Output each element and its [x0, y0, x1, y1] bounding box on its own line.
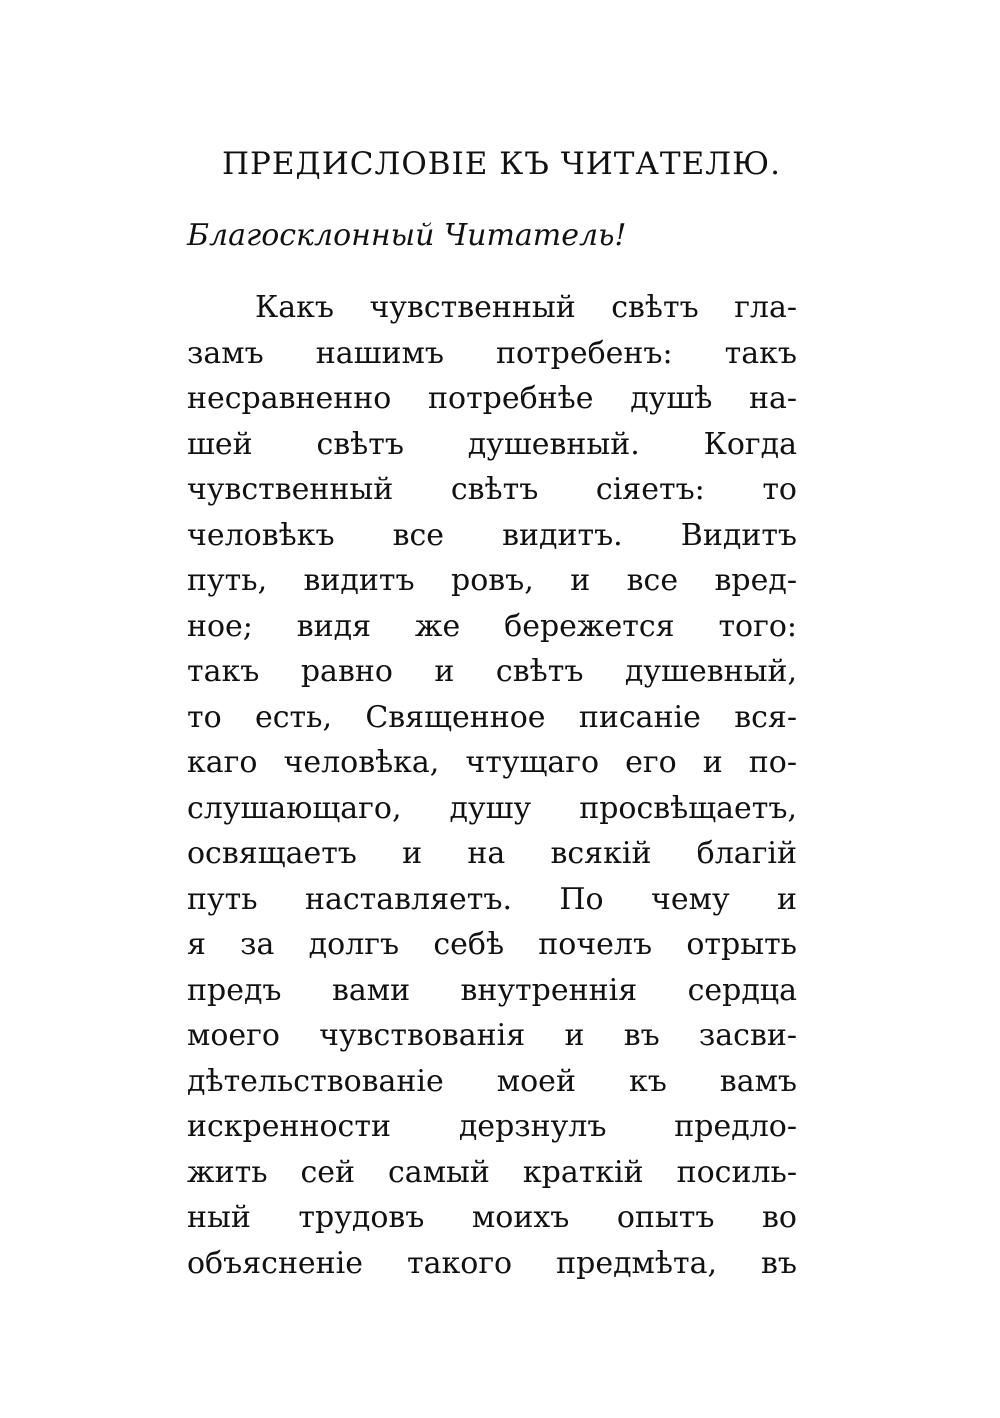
text-line: жить сей самый краткiй посиль-	[187, 1154, 797, 1190]
text-line: слушающаго, душу просвѣщаетъ,	[187, 790, 797, 826]
text-line: моего чувствованiя и въ засви-	[187, 1018, 797, 1053]
text-line: предъ вами внутреннiя сердца	[187, 972, 797, 1008]
greeting-line: Благосклонный Читатель!	[187, 218, 627, 253]
text-line: Какъ чувственный свѣтъ гла-	[255, 290, 797, 325]
text-line: ное; видя же бережется того:	[187, 608, 797, 644]
text-line: человѣкъ все видитъ. Видитъ	[187, 517, 797, 553]
text-line: путь наставляетъ. По чему и	[187, 881, 797, 917]
text-line: я за долгъ себѣ почелъ отрыть	[187, 927, 797, 962]
page-heading: ПРЕДИСЛОВIЕ КЪ ЧИТАТЕЛЮ.	[222, 146, 781, 182]
text-line: ный трудовъ моихъ опытъ во	[187, 1200, 797, 1235]
text-line: несравненно потребнѣе душѣ на-	[187, 381, 797, 416]
text-line: дѣтельствованiе моей къ вамъ	[187, 1063, 797, 1099]
body-paragraph	[187, 285, 797, 1286]
text-line: шей свѣтъ душевный. Когда	[187, 426, 797, 462]
text-line: путь, видитъ ровъ, и все вред-	[187, 563, 797, 598]
text-line: то есть, Священное писанiе вся-	[187, 699, 797, 735]
text-line: каго человѣка, чтущаго его и по-	[187, 745, 797, 780]
text-line: такъ равно и свѣтъ душевный,	[187, 654, 797, 689]
text-line: замъ нашимъ потребенъ: такъ	[187, 335, 797, 371]
text-line: объясненiе такого предмѣта, въ	[187, 1245, 797, 1281]
text-line: искренности дерзнулъ предло-	[187, 1109, 797, 1144]
text-line: освящаетъ и на всякiй благiй	[187, 836, 797, 871]
text-line: чувственный свѣтъ сiяетъ: то	[187, 472, 797, 507]
